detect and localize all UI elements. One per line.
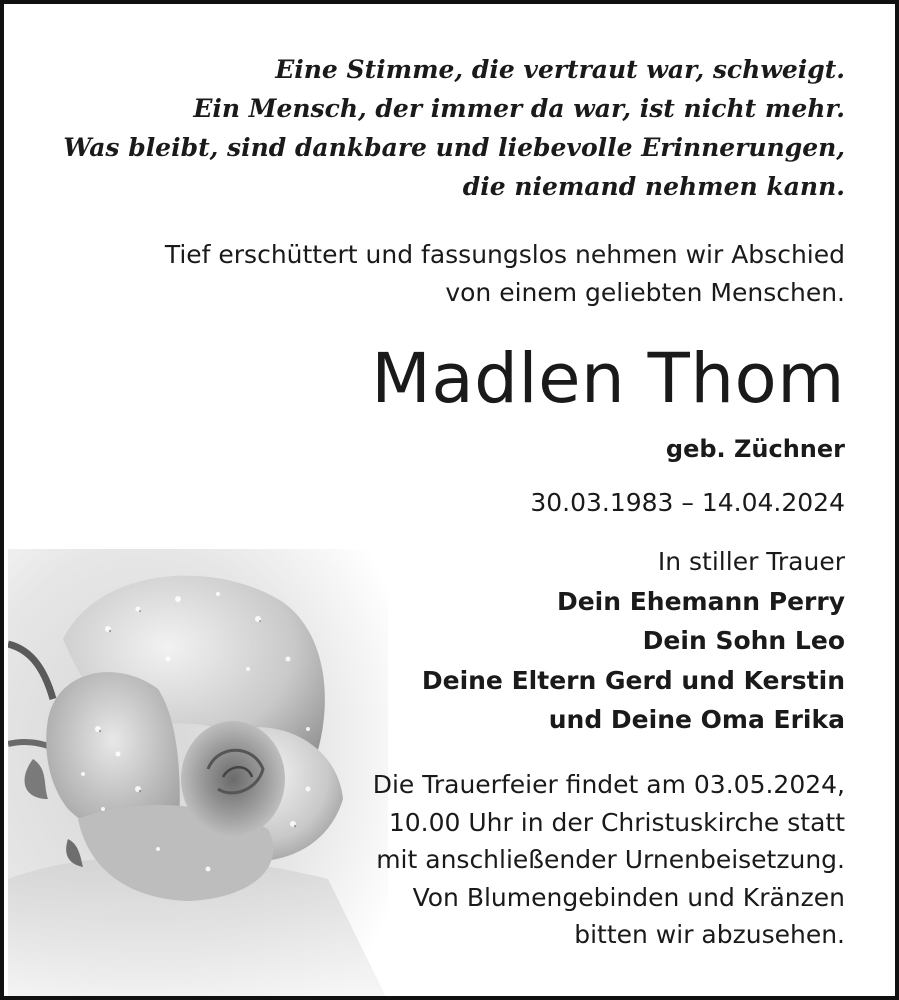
intro-line: von einem geliebten Menschen. [445,278,845,307]
service-info [373,766,845,954]
poem-line: Ein Mensch, der immer da war, ist nicht mehr. [193,94,845,123]
poem [63,50,845,206]
intro-text [165,236,845,312]
rose-icon [8,549,388,1000]
life-dates: 30.03.1983 – 14.04.2024 [530,488,845,517]
rose-image [8,549,388,1000]
poem-line: die niemand nehmen kann. [462,172,845,201]
mourners-block [422,542,845,740]
service-line: bitten wir abzusehen. [574,920,845,949]
poem-line: Eine Stimme, die vertraut war, schweigt. [275,55,845,84]
poem-line: Was bleibt, sind dankbare und liebevolle Erinnerungen, [63,133,845,162]
mourner-name: Deine Eltern Gerd und Kerstin [421,665,845,695]
mourners-heading: In stiller Trauer [657,547,845,576]
service-line: Von Blumengebinden und Kränzen [412,882,845,912]
service-line: 10.00 Uhr in der Christuskirche statt [388,807,845,837]
deceased-name: Madlen Thom [371,339,845,419]
birth-name: geb. Züchner [665,435,845,463]
mourner-name: und Deine Oma Erika [548,705,845,734]
service-line: Die Trauerfeier findet am 03.05.2024, [372,770,845,799]
mourner-name: Dein Ehemann Perry [556,586,845,616]
service-line: mit anschließender Urnenbeisetzung. [376,845,845,874]
intro-line: Tief erschüttert und fassungslos nehmen wir Abschied [164,240,845,269]
mourner-name: Dein Sohn Leo [642,626,845,655]
